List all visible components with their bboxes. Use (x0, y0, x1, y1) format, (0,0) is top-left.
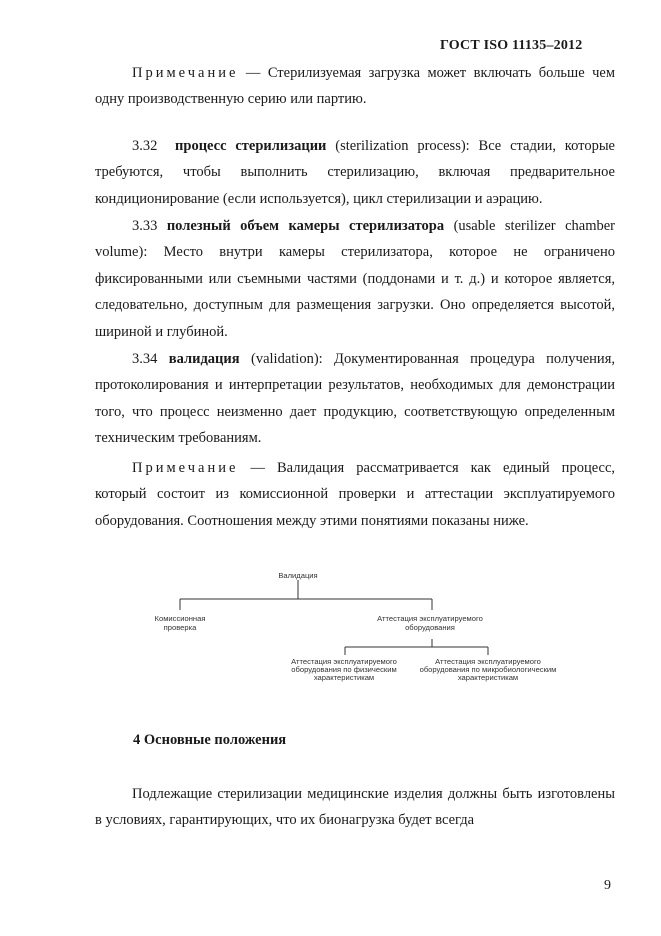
term-definition: (sterilization process): Все стадии, которые требуются, чтобы выполнить стерилизацию, включая предварительное кондиционирование (если используется), цикл стерилизации и аэрацию. (95, 138, 615, 207)
term-name: валидация (168, 351, 240, 367)
diagram-leaf2-3: характеристикам (457, 673, 519, 682)
term-3-32 (95, 133, 615, 212)
diagram-leaf2-2: оборудования по микробиологическим (419, 665, 557, 674)
term-number: 3.34 (132, 351, 158, 367)
body-paragraph (95, 781, 615, 834)
page-number: 9 (604, 878, 611, 893)
diagram-root: Валидация (278, 571, 318, 580)
term-3-34 (95, 346, 615, 452)
section-heading: 4 Основные положения (133, 732, 287, 748)
note-text: — Валидация рассматривается как единый процесс, который состоит из комиссионной проверки и аттестации эксплуатируемого оборудования. Соотношения между этими понятиями показаны ниже. (95, 460, 615, 529)
diagram-left-2: проверка (163, 623, 197, 632)
note-label: Примечание (132, 65, 239, 81)
diagram-right-2: оборудования (405, 623, 455, 632)
note-paragraph-2 (95, 455, 615, 534)
note-paragraph (95, 60, 615, 113)
validation-hierarchy-diagram (0, 560, 661, 690)
diagram-leaf1-1: Аттестация эксплуатируемого (291, 657, 397, 666)
term-definition: (usable sterilizer chamber volume): Место внутри камеры стерилизатора, которое не ограничено фиксированными или съемными частями (поддонами и т. д.) и которое является, следовательно, доступным для размещения загрузки. Оно определяется высотой, шириной и глубиной. (95, 218, 615, 340)
body-text: Подлежащие стерилизации медицинские изделия должны быть изготовлены в условиях, гарантирующих, что их бионагрузка будет всегда (95, 786, 615, 829)
term-name: процесс стерилизации (175, 138, 327, 154)
term-definition: (validation): Документированная процедура получения, протоколирования и интерпретации результатов, необходимых для демонстрации того, что процесс неизменно дает продукцию, соответствующую определенным техническим требованиям. (95, 351, 615, 447)
diagram-leaf1-2: оборудования по физическим (291, 665, 397, 674)
term-3-33 (95, 213, 615, 345)
diagram-left-1: Комиссионная (154, 614, 206, 623)
term-name: полезный объем камеры стерилизатора (166, 218, 445, 234)
diagram-leaf1-3: характеристикам (313, 673, 375, 682)
document-header: ГОСТ ISO 11135–2012 (440, 38, 583, 53)
diagram-leaf2-1: Аттестация эксплуатируемого (435, 657, 541, 666)
note-label: Примечание (132, 460, 239, 476)
note-text: — Стерилизуемая загрузка может включать больше чем одну производственную серию или партию. (95, 65, 615, 108)
term-number: 3.33 (132, 218, 158, 234)
diagram-right-1: Аттестация эксплуатируемого (377, 614, 483, 623)
term-number: 3.32 (132, 138, 158, 154)
